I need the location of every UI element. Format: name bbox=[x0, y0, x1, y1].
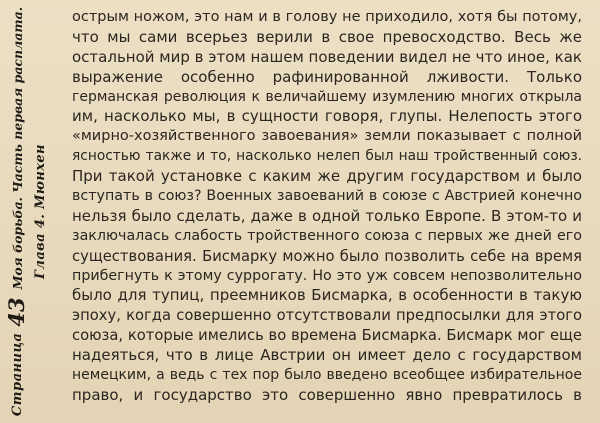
margin-line-2 bbox=[28, 0, 52, 423]
text-line: острым ножом, это нам и в голову не приходило, хотя бы потому, bbox=[72, 9, 582, 25]
rotated-header bbox=[0, 0, 56, 423]
text-line: им, насколько мы, в сущности говоря, глупы. Нелепость этого bbox=[72, 107, 582, 126]
text-line: нельзя было сделать, даже в одной только Европе. В этом-то и bbox=[72, 206, 582, 225]
text-line: заключалась слабость тройственного союза с первых же дней его bbox=[72, 227, 582, 244]
body-text bbox=[72, 8, 582, 406]
text-line: немецким, а ведь с тех пор было введено всеобщее избирательное bbox=[72, 367, 582, 384]
text-line: существования. Бисмарку можно было позволить себе на время bbox=[72, 247, 582, 265]
text-line: было для тупиц, преемников Бисмарка, в особенности в такую bbox=[72, 286, 582, 305]
page-number: 43 bbox=[3, 297, 29, 327]
text-line: остальной мир в этом нашем поведении видел не что иное, как bbox=[72, 47, 582, 66]
text-line: «мирно-хозяйственного завоевания» земли показывает с полной bbox=[72, 128, 582, 145]
book-title: Моя борьба. Часть первая расплата. bbox=[9, 6, 25, 290]
text-line: право, и государство это совершенно явно превратилось в bbox=[72, 385, 582, 404]
text-line: прибегнуть к этому суррогату. Но это уж совсем непозволительно bbox=[72, 267, 582, 284]
text-line: надеяться, что в лице Австрии он имеет дело с государством bbox=[72, 346, 582, 365]
margin-line-1 bbox=[4, 0, 30, 423]
text-line: ясностью также и то, насколько нелеп был наш тройственный союз. bbox=[72, 148, 582, 165]
text-line: При такой установке с каким же другим государством и было bbox=[72, 167, 582, 186]
page-label: Страница bbox=[9, 332, 25, 417]
text-line: вступать в союз? Военных завоеваний в союзе с Австрией конечно bbox=[72, 188, 582, 205]
text-line: союза, которые имелись во времена Бисмарка. Бисмарк мог еще bbox=[72, 327, 582, 345]
text-line: германская революция к величайшему изумлению многих открыла bbox=[72, 88, 582, 105]
text-line: эпоху, когда совершенно отсутствовали предпосылки для этого bbox=[72, 307, 582, 325]
text-line: выражение особенно рафинированной лживости. Только bbox=[72, 67, 582, 86]
text-line: что мы сами всерьез верили в свое превосходство. Весь же bbox=[72, 27, 582, 46]
page-margin-header bbox=[0, 0, 56, 423]
chapter-title: Глава 4. Мюнхен bbox=[32, 144, 48, 279]
